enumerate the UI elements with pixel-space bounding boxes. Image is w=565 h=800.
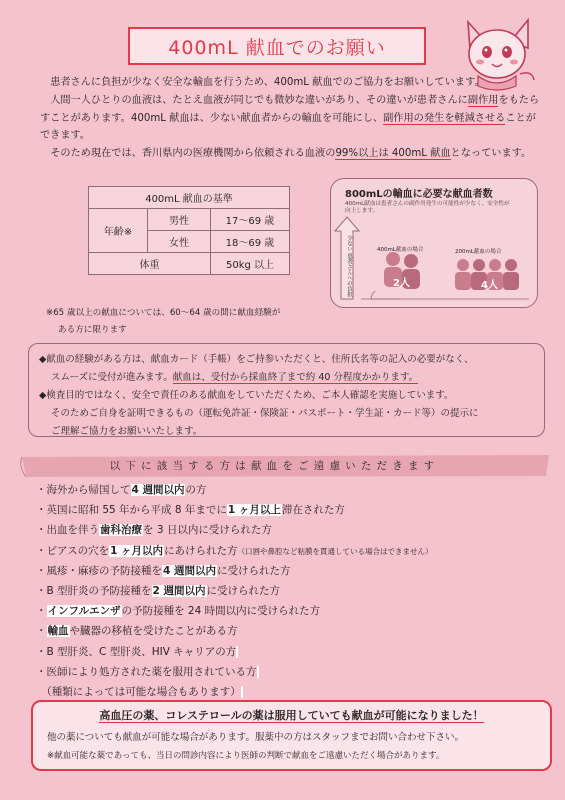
deferral-item-post: を 3 日以内に受けられた方: [143, 524, 272, 537]
deferral-item-hl: 輸血: [47, 625, 69, 638]
deferral-item-hl: [236, 646, 238, 658]
age-footnote: [46, 305, 346, 339]
case-400-count: 2人: [393, 278, 410, 289]
intro-paragraph: [40, 74, 545, 92]
notice-line-2a: スムーズに受付が進みます。: [51, 372, 173, 383]
deferral-item-hl: 2 週間以内: [152, 584, 206, 597]
case-400-label: 400mL献血の場合: [377, 247, 424, 253]
weight-value: 50kg 以上: [211, 253, 290, 275]
notice-line-2: [39, 369, 534, 387]
standards-header: 400mL 献血の基準: [89, 187, 290, 209]
deferral-item-hl: 1 ヶ月以上: [227, 504, 281, 517]
deferral-item-hl: [257, 666, 259, 678]
deferral-item-post: や臓器の移植を受けたことがある方: [69, 625, 238, 638]
deferral-item: [36, 581, 433, 601]
deferral-item: [36, 520, 433, 540]
deferral-item-pre: ・医師により処方された薬を服用されている方: [36, 665, 257, 678]
intro-line-1: 患者さんに負担が少なく安全な輸血を行うため、400mL 献血でのご協力をお願いしています。: [50, 77, 485, 88]
age-footnote-line-1: ※65 歳以上の献血については、60〜64 歳の間に献血経験が: [46, 308, 281, 318]
male-age-value: 17〜69 歳: [211, 209, 290, 231]
deferral-item-pre: ・B 型肝炎の予防接種を: [36, 584, 152, 597]
intro-emphasis-reduce: 副作用の発生を軽減させる: [383, 112, 506, 124]
deferral-item-pre: ・英国に昭和 55 年から平成 8 年までに: [36, 504, 227, 517]
medication-notice-box: [31, 700, 552, 771]
deferral-item-post: に受けられた方: [216, 564, 291, 577]
deferral-item-pre: ・: [36, 605, 47, 618]
deferral-item-hl: [241, 686, 243, 698]
deferral-item-pre: （種類によっては可能な場合もあります）: [36, 685, 241, 698]
male-label: 男性: [148, 209, 211, 231]
case-200-label: 200mL献血の場合: [455, 249, 502, 255]
age-footnote-line-2: ある方に限ります: [58, 325, 127, 335]
donor-count-infographic: [330, 178, 538, 308]
page-title: [128, 27, 426, 65]
deferral-item: [36, 541, 433, 561]
age-label: 年齢※: [89, 209, 148, 253]
intro-line-2c: ことができます。: [40, 112, 536, 142]
intro-paragraph: [40, 92, 545, 145]
notice-duration-emphasis: 献血は、受付から採血終了まで約 40 分程度かかります。: [172, 372, 419, 383]
donation-standards-table: [88, 186, 290, 275]
intro-line-2b: をもたらすことがあります。400mL 献血は、少ない献血者からの輸血を可能にし、: [40, 94, 540, 124]
intro-paragraph: [40, 145, 545, 163]
page-title-text: 400mL 献血でのお願い: [168, 36, 386, 59]
deferral-item-hl: 1 ヶ月以内: [110, 544, 164, 557]
deferral-item-pre: ・: [36, 625, 47, 638]
weight-label: 体重: [89, 253, 211, 275]
intro-line-3b: となっています。: [450, 148, 532, 160]
infographic-subtitle: 400mL献血は患者さんの副作用発生の可能性が少なく、安全性が向上します。: [345, 201, 510, 215]
medication-line-3: ※献血可能な薬であっても、当日の問診内容により医師の判断で献血をご遠慮いただく場合があります。: [47, 751, 445, 761]
deferral-item: [36, 642, 433, 662]
deferral-item-post: 滞在された方: [281, 504, 345, 517]
deferral-item-post: に受けられた方: [206, 584, 281, 597]
deferral-item: [36, 480, 433, 500]
deferral-item-pre: ・出血を伴う: [36, 524, 99, 537]
deferral-item-pre: ・海外から帰国して: [36, 484, 131, 496]
medication-headline-text: 高血圧の薬、コレステロールの薬は服用していても献血が可能になりました！: [99, 709, 484, 722]
deferral-item: [36, 561, 433, 581]
deferral-item: [36, 500, 433, 520]
deferral-item: [36, 601, 433, 621]
notice-line-4: そのためご自身を証明できるもの（運転免許証・保険証・パスポート・学生証・カード等）の提示に: [51, 408, 479, 419]
female-label: 女性: [148, 231, 211, 253]
medication-line-2: 他の薬についても献血が可能な場合があります。服薬中の方はスタッフまでお問い合わせ下さい。: [47, 732, 465, 743]
deferral-list: [36, 480, 433, 702]
infographic-title: 800mLの輸血に必要な献血者数: [345, 189, 493, 200]
deferral-item-pre: ・B 型肝炎、C 型肝炎、HIV キャリアの方: [36, 645, 237, 658]
case-200-count: 4人: [481, 280, 498, 291]
female-age-value: 18〜69 歳: [211, 231, 290, 253]
infographic-figure: [331, 179, 539, 309]
deferral-item-small: （口唇や鼻腔など粘膜を貫通している場合はできません）: [237, 546, 433, 556]
deferral-item-post: にあけられた方: [164, 544, 238, 557]
intro-text: [40, 74, 545, 163]
deferral-item-pre: ・ピアスの穴を: [36, 544, 110, 557]
notice-line-1: ◆献血の経験がある方は、献血カード（手帳）をご持参いただくと、住所氏名等の記入の必要がなく、: [39, 354, 474, 365]
burden-arrow-label: 少ない 患者さんへの負担: [346, 235, 352, 298]
ribbon-heading: 以下に該当する方は献血をご遠慮いただきます: [109, 460, 440, 472]
deferral-item: [36, 662, 433, 682]
deferral-item: [36, 621, 433, 641]
deferral-item-hl: 歯科治療: [100, 524, 142, 537]
notice-box: [28, 343, 545, 437]
intro-emphasis-99: 99%以上は 400mL 献血: [335, 148, 451, 160]
notice-line-3: ◆検査目的ではなく、安全で責任のある献血をしていただくため、ご本人確認を実施しています。: [39, 390, 454, 401]
deferral-item-pre: ・風疹・麻疹の予防接種を: [36, 564, 162, 577]
intro-line-2a: 人間一人ひとりの血液は、たとえ血液が同じでも微妙な違いがあり、その違いが患者さんに: [50, 94, 468, 106]
medication-headline: [33, 707, 550, 723]
intro-line-3a: そのため現在では、香川県内の医療機関から依頼される血液の: [50, 148, 336, 160]
deferral-item-post: の方: [185, 484, 207, 496]
intro-emphasis-side-effect: 副作用: [467, 94, 499, 106]
deferral-item-hl: 4 週間以内: [131, 484, 185, 496]
deferral-item-hl: インフルエンザ: [47, 605, 121, 618]
deferral-item-hl: 4 週間以内: [163, 564, 216, 577]
notice-line-5: ご理解ご協力をお願いいたします。: [51, 426, 203, 437]
deferral-item-post: の予防接種を 24 時間以内に受けられた方: [121, 605, 321, 618]
